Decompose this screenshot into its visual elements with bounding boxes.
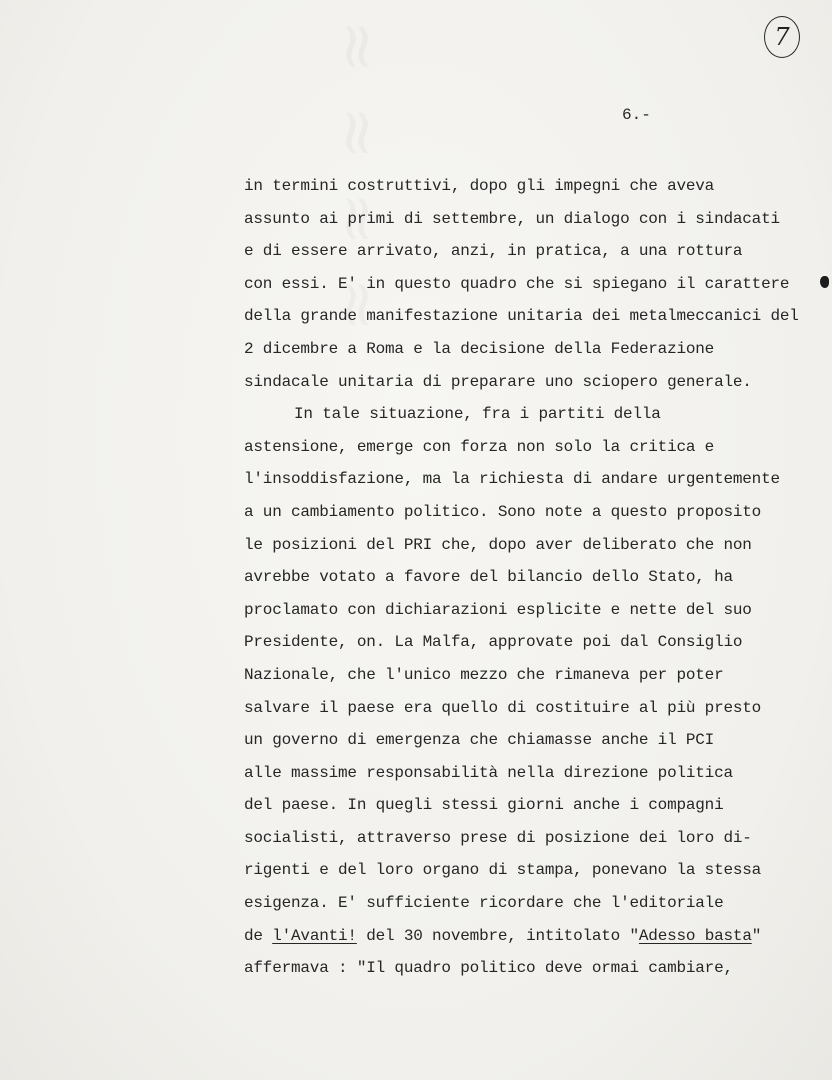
text-line: a un cambiamento politico. Sono note a questo proposito bbox=[244, 502, 762, 521]
typed-text-body bbox=[244, 170, 799, 985]
text-line: sindacale unitaria di preparare uno sciopero generale. bbox=[244, 372, 752, 391]
text-segment: " bbox=[751, 926, 762, 945]
text-line: alle massime responsabilità nella direzione politica bbox=[244, 763, 733, 782]
text-line: l'insoddisfazione, ma la richiesta di andare urgentemente bbox=[244, 470, 780, 489]
text-line: assunto ai primi di settembre, un dialogo con i sindacati bbox=[244, 209, 780, 228]
text-line: rigenti e del loro organo di stampa, ponevano la stessa bbox=[244, 861, 762, 880]
underlined-newspaper-title: l'Avanti! bbox=[272, 926, 357, 945]
text-line: astensione, emerge con forza non solo la critica e bbox=[244, 437, 715, 456]
text-line: avrebbe votato a favore del bilancio dello Stato, ha bbox=[244, 568, 733, 587]
text-line: esigenza. E' sufficiente ricordare che l'editoriale bbox=[244, 894, 724, 913]
text-line: le posizioni del PRI che, dopo aver deliberato che non bbox=[244, 535, 752, 554]
folio-number: 7 bbox=[764, 16, 800, 58]
paragraph-first-line: In tale situazione, fra i partiti della bbox=[294, 405, 661, 424]
text-line: salvare il paese era quello di costituire al più presto bbox=[244, 698, 762, 717]
text-segment: del 30 novembre, intitolato " bbox=[356, 926, 639, 945]
text-line bbox=[244, 920, 799, 953]
text-line: socialisti, attraverso prese di posizione dei loro di- bbox=[244, 828, 752, 847]
text-segment: de bbox=[244, 926, 273, 945]
text-line: della grande manifestazione unitaria dei metalmeccanici del bbox=[244, 307, 799, 326]
text-line: del paese. In quegli stessi giorni anche i compagni bbox=[244, 796, 724, 815]
background-watermark: ≈ ≈ ≈ ≈ bbox=[321, 20, 395, 338]
text-line: Presidente, on. La Malfa, approvate poi dal Consiglio bbox=[244, 633, 743, 652]
text-line: un governo di emergenza che chiamasse anche il PCI bbox=[244, 731, 715, 750]
text-line: in termini costruttivi, dopo gli impegni che aveva bbox=[244, 177, 715, 195]
scan-edge-mark bbox=[820, 276, 829, 288]
text-line: Nazionale, che l'unico mezzo che rimaneva per poter bbox=[244, 665, 724, 684]
text-line: e di essere arrivato, anzi, in pratica, a una rottura bbox=[244, 242, 743, 261]
text-line: 2 dicembre a Roma e la decisione della Federazione bbox=[244, 339, 715, 358]
page-number: 6.- bbox=[622, 106, 651, 124]
text-line: affermava : "Il quadro politico deve ormai cambiare, bbox=[244, 959, 733, 978]
text-line: con essi. E' in questo quadro che si spiegano il carattere bbox=[244, 274, 790, 293]
text-line: proclamato con dichiarazioni esplicite e nette del suo bbox=[244, 600, 752, 619]
underlined-editorial-title: Adesso basta bbox=[638, 926, 752, 945]
